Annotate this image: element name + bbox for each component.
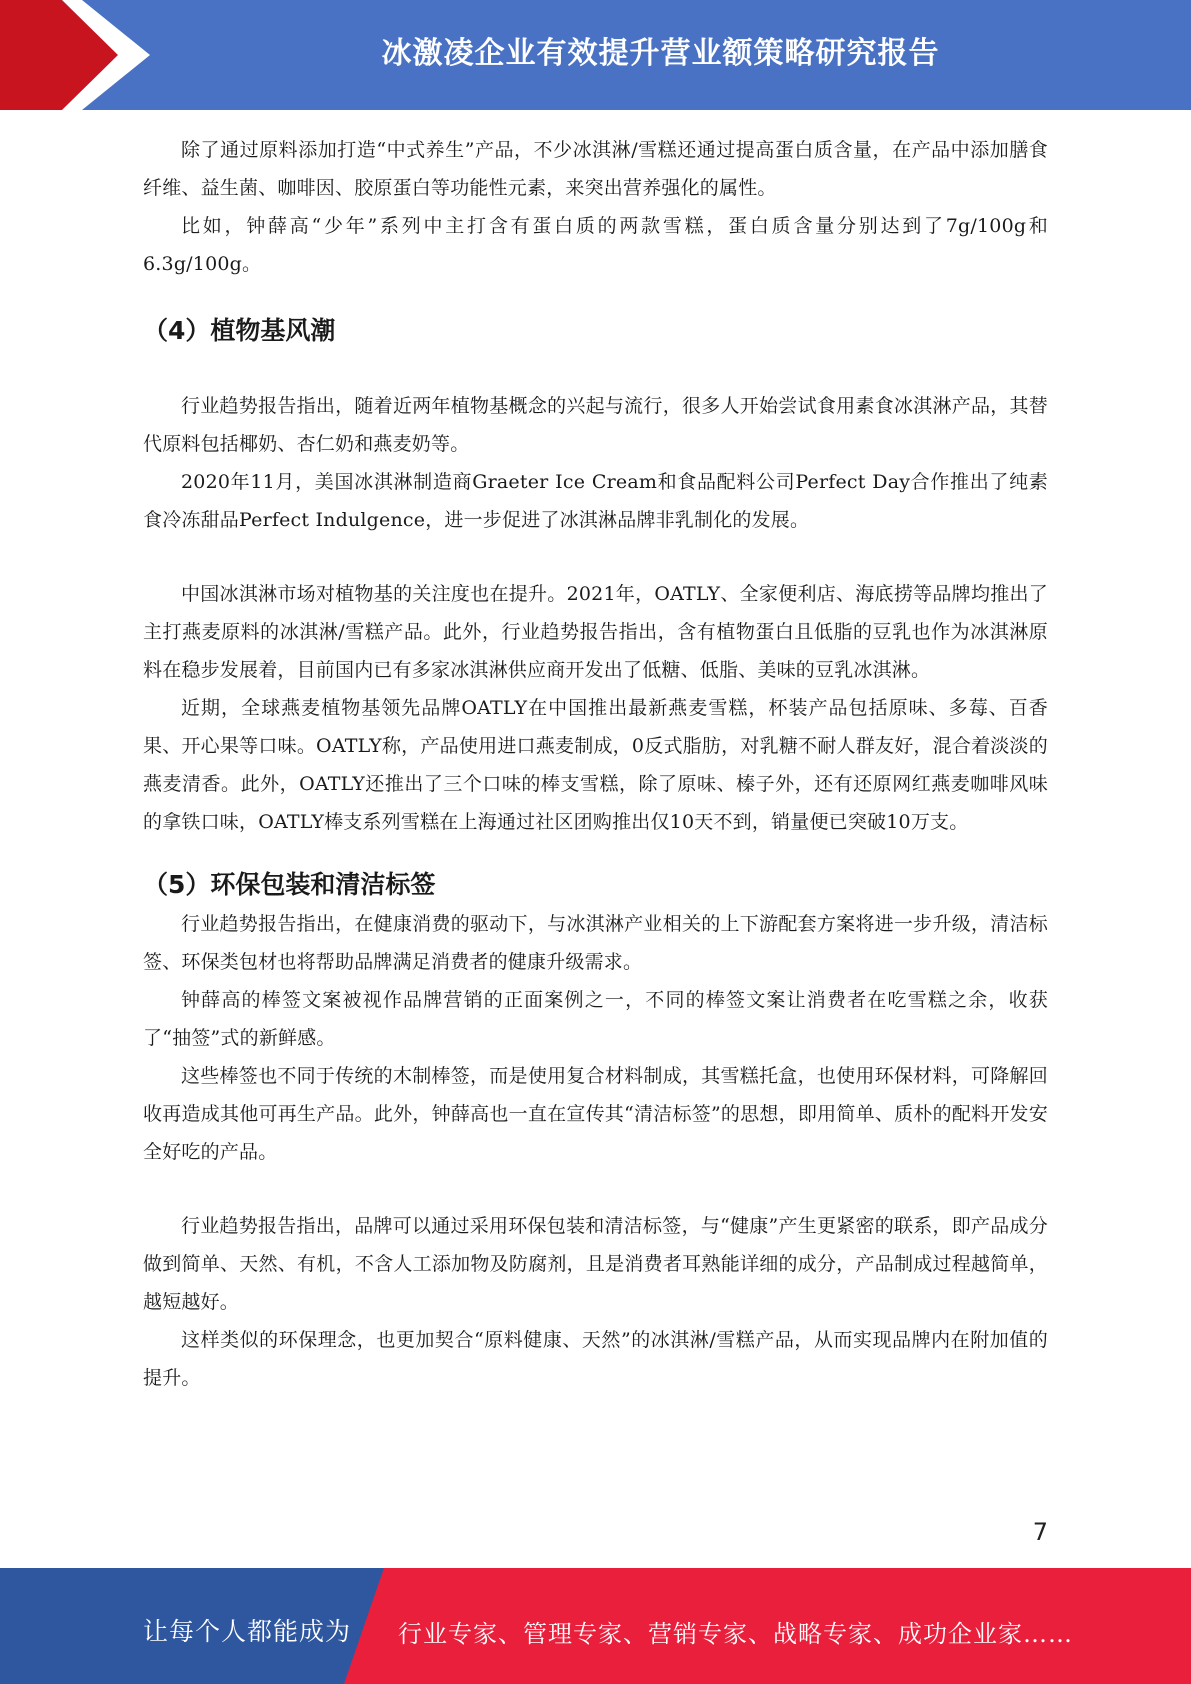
page-number: 7 xyxy=(1032,1518,1048,1546)
paragraph: 比如，钟薛高“少年”系列中主打含有蛋白质的两款雪糕，蛋白质含量分别达到了7g/100g和6.3g/100g。 xyxy=(143,215,1048,275)
document-title: 冰激凌企业有效提升营业额策略研究报告 xyxy=(381,36,940,71)
paragraph: 这些棒签也不同于传统的木制棒签，而是使用复合材料制成，其雪糕托盒，也使用环保材料，可降解回收再造成其他可再生产品。此外，钟薛高也一直在宣传其“清洁标签”的思想，即用简单、质朴的配料开发安全好吃的产品。 xyxy=(143,1065,1048,1163)
paragraph: 行业趋势报告指出，品牌可以通过采用环保包装和清洁标签，与“健康”产生更紧密的联系，即产品成分做到简单、天然、有机，不含人工添加物及防腐剂，且是消费者耳熟能详细的成分，产品制成过程越简单，越短越好。 xyxy=(143,1215,1048,1313)
spacer xyxy=(143,351,1048,387)
paragraph: 近期，全球燕麦植物基领先品牌OATLY在中国推出最新燕麦雪糕，杯装产品包括原味、多莓、百香果、开心果等口味。OATLY称，产品使用进口燕麦制成，0反式脂肪，对乳糖不耐人群友好，混合着淡淡的燕麦清香。此外，OATLY还推出了三个口味的棒支雪糕，除了原味、榛子外，还有还原网红燕麦咖啡风味的拿铁口味，OATLY棒支系列雪糕在上海通过社区团购推出仅10天不到，销量便已突破10万支。 xyxy=(143,697,1048,833)
spacer xyxy=(143,841,1048,865)
paragraph: 2020年11月，美国冰淇淋制造商Graeter Ice Cream和食品配料公司Perfect Day合作推出了纯素食冷冻甜品Perfect Indulgence，进一步促进了冰淇淋品牌非乳制化的发展。 xyxy=(143,471,1048,531)
spacer xyxy=(143,539,1048,575)
paragraph: 除了通过原料添加打造“中式养生”产品，不少冰淇淋/雪糕还通过提高蛋白质含量，在产品中添加膳食纤维、益生菌、咖啡因、胶原蛋白等功能性元素，来突出营养强化的属性。 xyxy=(143,139,1048,199)
section-heading-5: （5）环保包装和清洁标签 xyxy=(143,870,436,899)
spacer xyxy=(143,1171,1048,1207)
footer-slogan-left: 让每个人都能成为 xyxy=(143,1617,352,1646)
page-header xyxy=(0,0,1191,110)
paragraph: 行业趋势报告指出，随着近两年植物基概念的兴起与流行，很多人开始尝试食用素食冰淇淋产品，其替代原料包括椰奶、杏仁奶和燕麦奶等。 xyxy=(143,395,1048,455)
paragraph: 中国冰淇淋市场对植物基的关注度也在提升。2021年，OATLY、全家便利店、海底捞等品牌均推出了主打燕麦原料的冰淇淋/雪糕产品。此外，行业趋势报告指出，含有植物蛋白且低脂的豆乳也作为冰淇淋原料在稳步发展着，目前国内已有多家冰淇淋供应商开发出了低糖、低脂、美味的豆乳冰淇淋。 xyxy=(143,583,1048,681)
footer-slogan-right: 行业专家、管理专家、营销专家、战略专家、成功企业家…… xyxy=(398,1620,1073,1648)
spacer xyxy=(143,283,1048,311)
page-footer xyxy=(0,1568,1191,1684)
paragraph: 这样类似的环保理念，也更加契合“原料健康、天然”的冰淇淋/雪糕产品，从而实现品牌内在附加值的提升。 xyxy=(143,1329,1048,1389)
main-content xyxy=(143,131,1048,1397)
paragraph: 行业趋势报告指出，在健康消费的驱动下，与冰淇淋产业相关的上下游配套方案将进一步升级，清洁标签、环保类包材也将帮助品牌满足消费者的健康升级需求。 xyxy=(143,913,1048,973)
paragraph: 钟薛高的棒签文案被视作品牌营销的正面案例之一，不同的棒签文案让消费者在吃雪糕之余，收获了“抽签”式的新鲜感。 xyxy=(143,989,1048,1049)
header-arrow-decoration xyxy=(0,0,160,110)
section-heading-4: （4）植物基风潮 xyxy=(143,316,336,345)
